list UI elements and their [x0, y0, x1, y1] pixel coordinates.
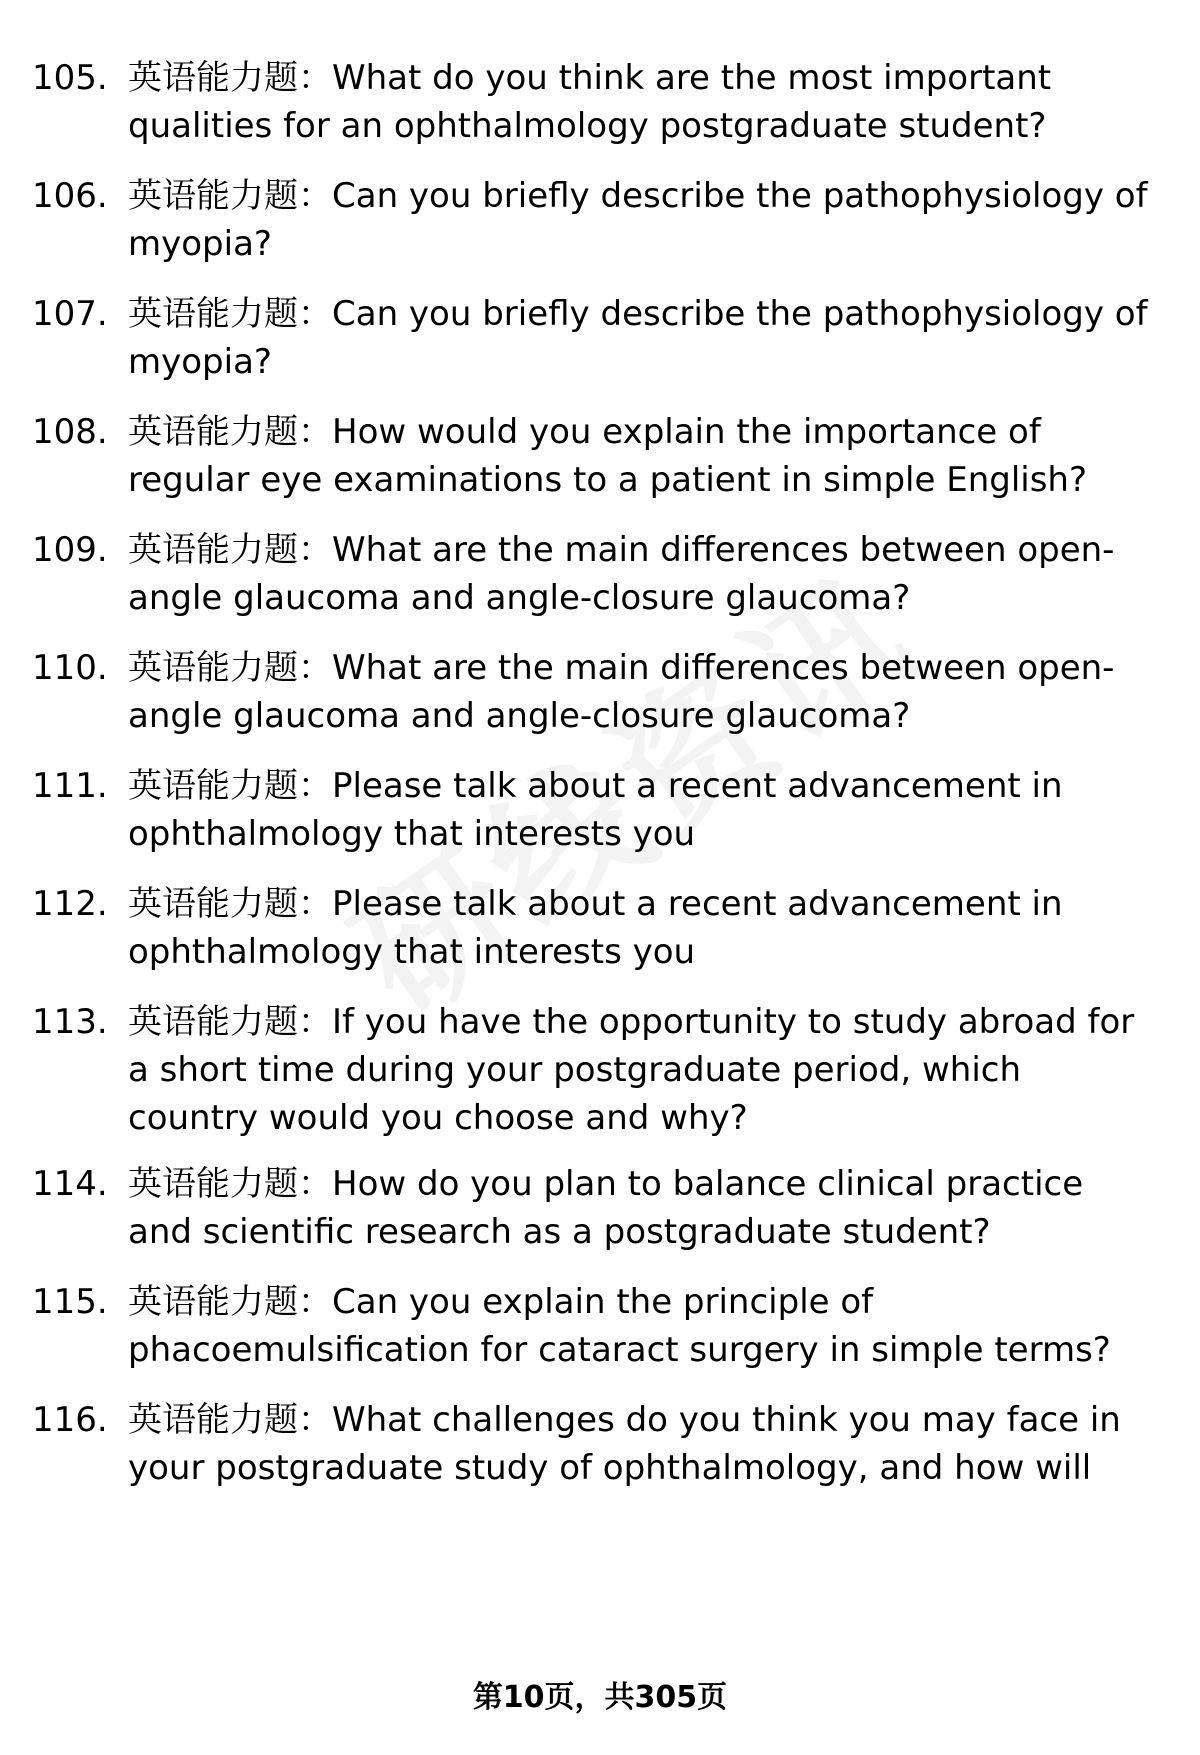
question-text: Please talk about a recent advancement in ophthalmology that interests you [128, 884, 1063, 972]
question-tag: 英语能力题： [128, 294, 332, 334]
question-tag: 英语能力题： [128, 1002, 332, 1042]
question-body [128, 644, 1150, 740]
question-tag: 英语能力题： [128, 1164, 332, 1204]
question-tag: 英语能力题： [128, 58, 332, 98]
question-body [128, 408, 1150, 504]
question-body [128, 1278, 1150, 1374]
question-number: 105. [32, 58, 108, 98]
question-body [128, 172, 1150, 268]
question-body [128, 290, 1150, 386]
question-number: 112. [32, 884, 108, 924]
question-number: 113. [32, 1002, 108, 1042]
question-tag: 英语能力题： [128, 176, 332, 216]
question-text: If you have the opportunity to study abroad for a short time during your postgraduate period, which country would you choose and why? [128, 1002, 1135, 1138]
question-body [128, 1160, 1150, 1256]
question-body [128, 880, 1150, 976]
question-tag: 英语能力题： [128, 648, 332, 688]
question-body [128, 54, 1150, 150]
question-text: How do you plan to balance clinical practice and scientific research as a postgraduate student? [128, 1164, 1084, 1252]
question-tag: 英语能力题： [128, 884, 332, 924]
question-tag: 英语能力题： [128, 412, 332, 452]
question-text: How would you explain the importance of regular eye examinations to a patient in simple English? [128, 412, 1088, 500]
question-text: Can you explain the principle of phacoemulsification for cataract surgery in simple terms? [128, 1282, 1111, 1370]
question-tag: 英语能力题： [128, 530, 332, 570]
question-text: Can you briefly describe the pathophysiology of myopia? [128, 176, 1148, 264]
question-number: 116. [32, 1400, 108, 1440]
question-body [128, 526, 1150, 622]
question-text: What are the main differences between open-angle glaucoma and angle-closure glaucoma? [128, 648, 1115, 736]
question-text: What do you think are the most important qualities for an ophthalmology postgraduate student? [128, 58, 1052, 146]
question-number: 108. [32, 412, 108, 452]
question-number: 114. [32, 1164, 108, 1204]
question-number: 115. [32, 1282, 108, 1322]
question-tag: 英语能力题： [128, 1282, 332, 1322]
question-number: 107. [32, 294, 108, 334]
question-tag: 英语能力题： [128, 766, 332, 806]
question-body [128, 762, 1150, 858]
question-body [128, 1396, 1150, 1492]
question-number: 106. [32, 176, 108, 216]
question-body [128, 998, 1150, 1142]
page-footer: 第10页，共305页 [472, 1680, 728, 1715]
question-number: 109. [32, 530, 108, 570]
question-number: 110. [32, 648, 108, 688]
question-text: What challenges do you think you may face in your postgraduate study of ophthalmology, and how will [128, 1400, 1121, 1488]
question-number: 111. [32, 766, 108, 806]
question-text: Can you briefly describe the pathophysiology of myopia? [128, 294, 1148, 382]
question-tag: 英语能力题： [128, 1400, 332, 1440]
question-text: Please talk about a recent advancement in ophthalmology that interests you [128, 766, 1063, 854]
question-text: What are the main differences between open-angle glaucoma and angle-closure glaucoma? [128, 530, 1115, 618]
